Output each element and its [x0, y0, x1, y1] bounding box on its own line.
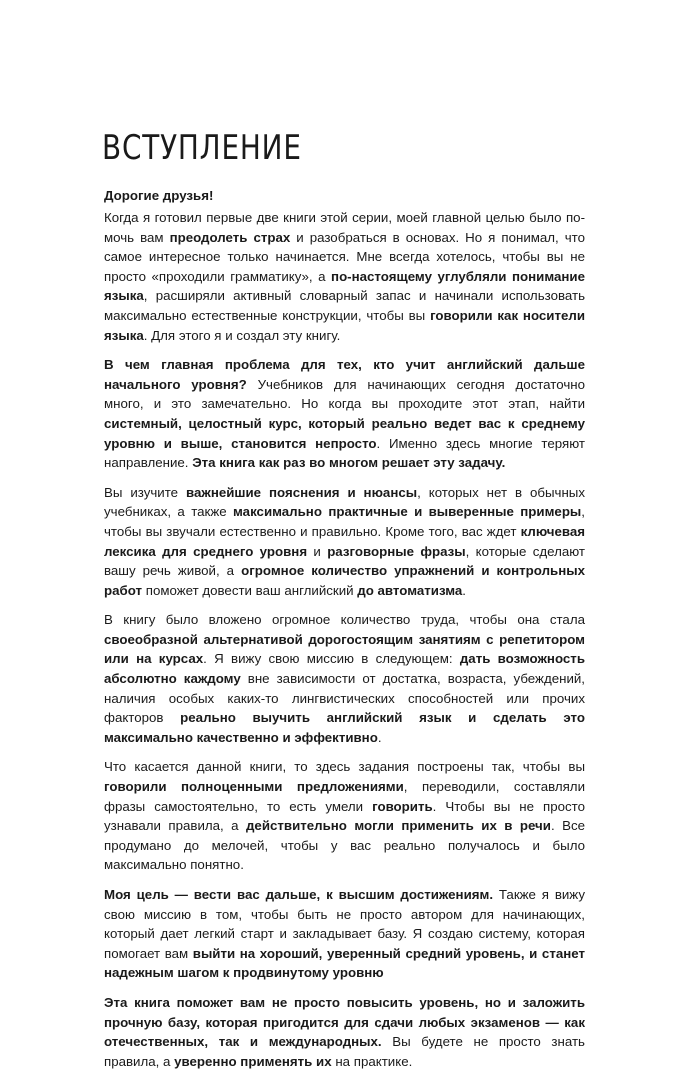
bold-text: максимально практичные и выверенные примеры [233, 504, 582, 520]
text-run: поможет довести ваш английский [142, 582, 358, 598]
text-run: В книгу было вложено огромное количество труда, чтобы она стала [104, 612, 585, 628]
text-run: Что касается данной книги, то здесь задания построены так, чтобы вы [104, 759, 585, 775]
bold-text: по-настоящему углубляли понимание языка [104, 268, 585, 304]
paragraph-6 [104, 885, 585, 983]
paragraph-2 [104, 355, 585, 473]
bold-text: действительно могли применить их в речи [245, 818, 551, 834]
bold-text: преодолеть страх [169, 229, 291, 245]
bold-text: говорили полноценными предложениями [104, 779, 404, 795]
bold-text: говорили как носители языка [104, 307, 585, 343]
text-run: , которые сделают вашу речь живой, а [104, 543, 585, 579]
bold-text: огромное количество упражнений и контрольных работ [104, 563, 585, 598]
paragraph-3 [104, 483, 585, 601]
body-text [104, 208, 585, 1071]
bold-text: своеобразной альтернативой дорогостоящим занятиям с репетитором или на курсах [104, 631, 585, 667]
text-run: Учебников для начинающих сегодня достаточно много, и это замечательно. Но когда вы проходите этот этап, найти [104, 376, 585, 412]
paragraph-1 [104, 208, 585, 345]
text-run: вне зависимости от достатка, возраста, убеждений, наличия особых каких-то лингвистических способностей или прочих факторов [104, 671, 585, 726]
bold-text: до автоматизма [357, 582, 463, 598]
text-run: . [377, 729, 382, 745]
text-run: , которых нет в обычных учебниках, а также [104, 484, 585, 520]
text-run: . Чтобы вы не просто узнавали правила, а [104, 798, 585, 834]
text-run: , переводили, составляли фразы самостоятельно, то есть умели [104, 779, 585, 814]
bold-text: дать возможность абсолютно каждому [104, 651, 585, 687]
bold-text: ключевая лексика для среднего уровня [104, 523, 585, 559]
text-run: . Все продумано до мелочей, чтобы у вас реально получалось и было максимально понятно. [104, 818, 585, 873]
bold-text: говорить [372, 798, 433, 814]
text-run: . [462, 582, 466, 598]
text-run: Вы будете не просто знать правила, а [104, 1034, 585, 1069]
greeting: Дорогие друзья! [104, 188, 214, 203]
paragraph-5 [104, 757, 585, 875]
bold-text: системный, целостный курс, который реально ведет вас к среднему уровню и выше, становится непросто [104, 415, 585, 451]
bold-text: Эта книга как раз во многом решает эту задачу. [192, 455, 506, 471]
text-run: и разобраться в основах. Но я понимал, что самое интересное только начинается. Мне всегда хотелось, чтобы вы не просто «проходили грамматику», а [104, 229, 586, 284]
bold-text: В чем главная проблема для тех, кто учит английский дальше начального уровня? [104, 357, 585, 392]
text-run: Вы изучите [104, 484, 186, 500]
text-run: и [307, 543, 328, 559]
text-run: , расширяли активный словарный запас и начинали использовать максимально естественные конструкции, чтобы вы [104, 288, 585, 323]
paragraph-7 [104, 993, 585, 1071]
text-run: . Для этого я и создал эту книгу. [143, 327, 341, 343]
paragraph-4 [104, 610, 585, 747]
text-run: Также я вижу свою миссию в том, чтобы быть не просто автором для начинающих, который дает легкий старт и закладывает базу. Я создаю систему, которая помогает вам [104, 887, 585, 961]
bold-text: выйти на хороший, уверенный средний уровень, и станет надежным шагом к продвинутому уровню [104, 945, 585, 981]
text-run: . Именно здесь многие теряют направление. [104, 435, 585, 471]
bold-text: Эта книга поможет вам не просто повысить уровень, но и заложить прочную базу, которая пригодится для сдачи любых экзаменов — как отечественных, так и международных. [104, 994, 585, 1050]
text-run: . Я вижу свою миссию в следующем: [203, 651, 460, 667]
text-run: на практике. [331, 1053, 413, 1069]
text-run: Когда я готовил первые две книги этой серии, моей главной целью было помочь вам [104, 210, 585, 245]
bold-text: уверенно применять их [174, 1053, 332, 1069]
page-content [104, 128, 585, 1081]
page-title: ВСТУПЛЕНИЕ [102, 128, 302, 168]
bold-text: реально выучить английский язык и сделать это максимально качественно и эффективно [104, 710, 586, 745]
bold-text: разговорные фразы [327, 543, 466, 559]
bold-text: Моя цель — вести вас дальше, к высшим достижениям. [104, 887, 494, 902]
bold-text: важнейшие пояснения и нюансы [186, 484, 418, 500]
text-run: , чтобы вы звучали естественно и правильно. Кроме того, вас ждет [104, 504, 585, 539]
